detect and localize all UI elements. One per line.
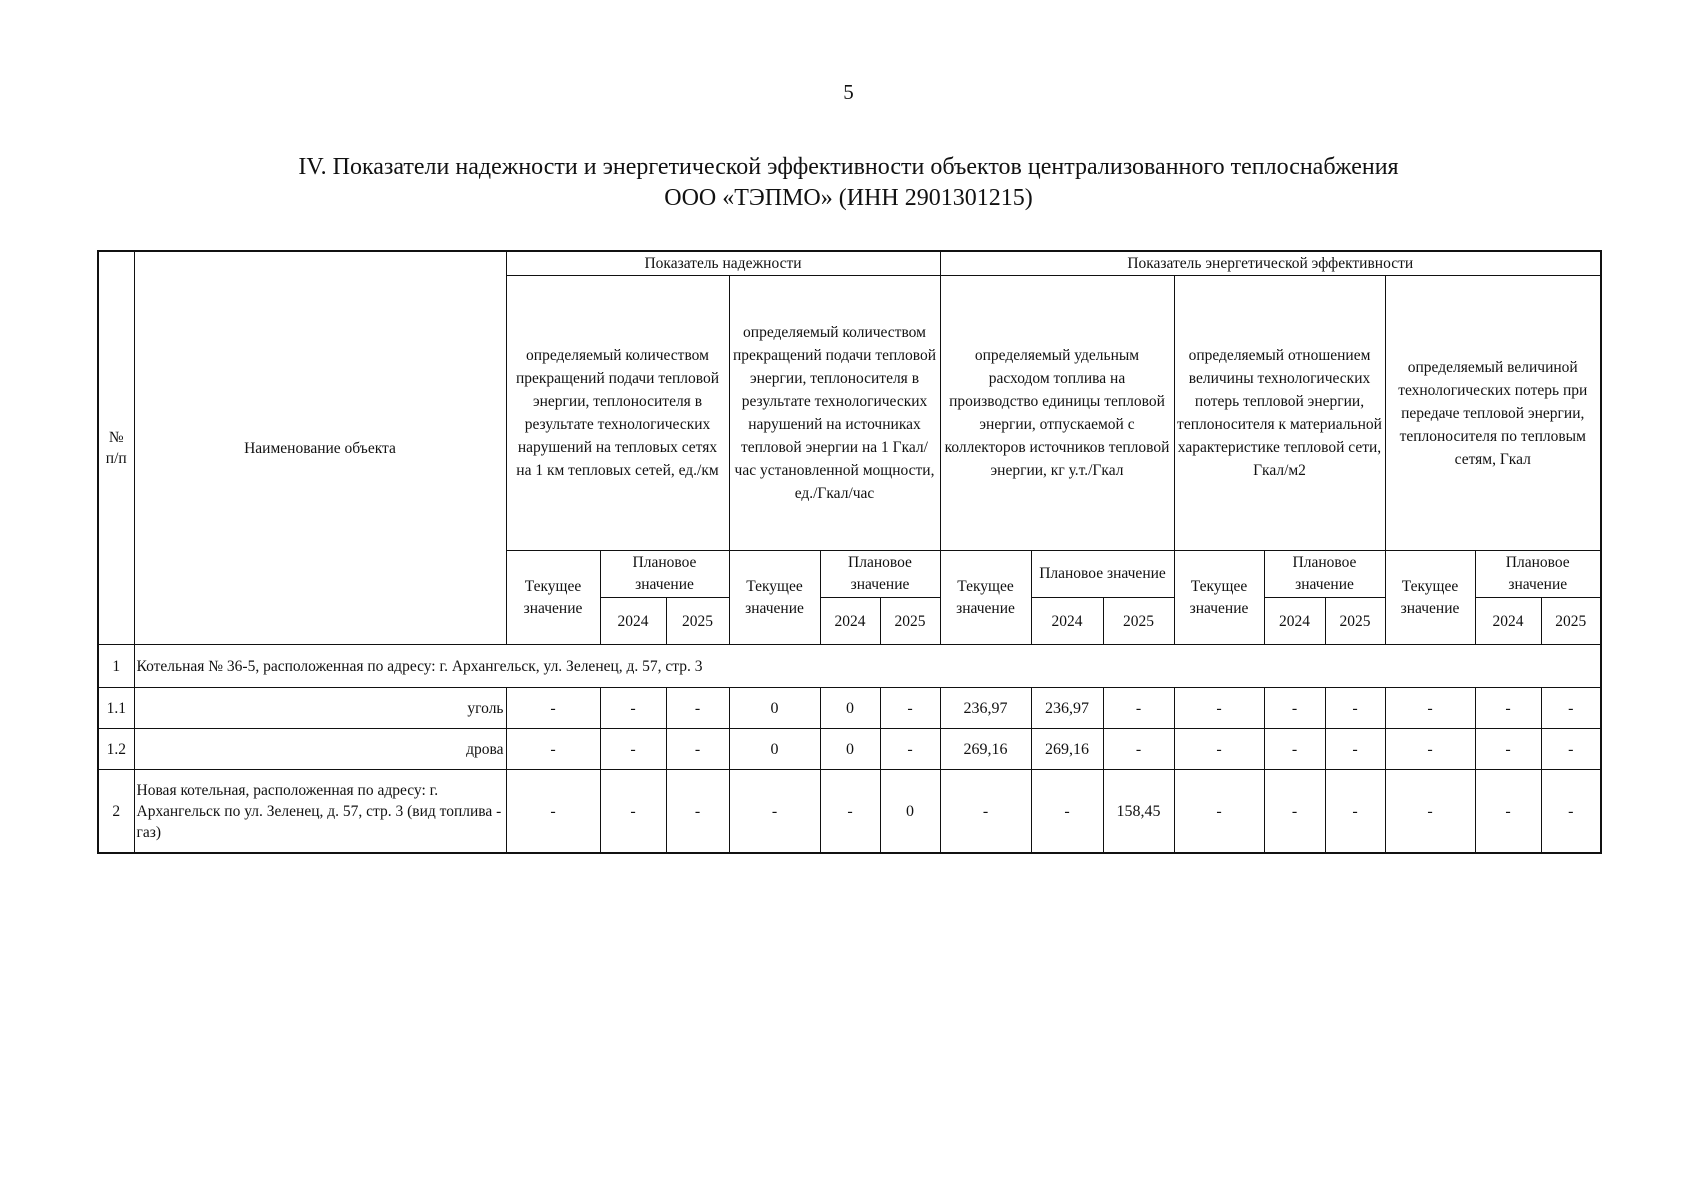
title-line-2: ООО «ТЭПМО» (ИНН 2901301215) xyxy=(664,185,1033,211)
table-cell: - xyxy=(1475,729,1541,770)
indicator-header: определяемый величиной технологических потерь при передаче тепловой энергии, теплоносителя по тепловым сетям, Гкал xyxy=(1385,276,1601,551)
document-title xyxy=(0,152,1697,214)
planned-value-header: Плановое значение xyxy=(600,551,729,598)
indicator-header: определяемый количеством прекращений подачи тепловой энергии, теплоносителя в результате технологических нарушений на тепловых сетях на 1 км тепловых сетей, ед./км xyxy=(506,276,729,551)
table-cell: - xyxy=(1325,770,1385,854)
table-cell: - xyxy=(1031,770,1103,854)
table-cell: - xyxy=(666,770,729,854)
table-cell: - xyxy=(1103,729,1174,770)
table-cell: 269,16 xyxy=(1031,729,1103,770)
table-cell: - xyxy=(506,688,600,729)
table-cell: - xyxy=(1475,688,1541,729)
current-value-header: Текущее значение xyxy=(940,551,1031,645)
table-cell: - xyxy=(729,770,820,854)
year-header: 2024 xyxy=(1031,598,1103,645)
table-row xyxy=(98,645,1601,688)
table-cell: - xyxy=(600,729,666,770)
year-header: 2024 xyxy=(1475,598,1541,645)
group-header-reliability: Показатель надежности xyxy=(506,251,940,276)
year-header: 2025 xyxy=(1325,598,1385,645)
row-number: 1.2 xyxy=(98,729,134,770)
table-row xyxy=(98,688,1601,729)
table-cell: - xyxy=(1541,688,1601,729)
year-header: 2025 xyxy=(1541,598,1601,645)
year-header: 2024 xyxy=(1264,598,1325,645)
row-object-name: Котельная № 36-5, расположенная по адресу: г. Архангельск, ул. Зеленец, д. 57, стр. 3 xyxy=(134,645,1601,688)
table-cell: 0 xyxy=(820,688,880,729)
table-cell: 158,45 xyxy=(1103,770,1174,854)
indicators-table xyxy=(97,250,1602,854)
table-cell: 236,97 xyxy=(1031,688,1103,729)
table-cell: - xyxy=(666,688,729,729)
planned-value-header: Плановое значение xyxy=(1475,551,1601,598)
table-cell: - xyxy=(1174,770,1264,854)
row-object-name: уголь xyxy=(134,688,506,729)
page-number: 5 xyxy=(843,80,854,104)
planned-value-header: Плановое значение xyxy=(1031,551,1174,598)
table-cell: - xyxy=(600,770,666,854)
table-cell: - xyxy=(880,688,940,729)
table-cell: - xyxy=(1103,688,1174,729)
table-cell: 269,16 xyxy=(940,729,1031,770)
group-header-energy-efficiency: Показатель энергетической эффективности xyxy=(940,251,1601,276)
year-header: 2025 xyxy=(666,598,729,645)
table-cell: 236,97 xyxy=(940,688,1031,729)
table-cell: 0 xyxy=(729,688,820,729)
table-cell: - xyxy=(1264,688,1325,729)
table-cell: - xyxy=(1325,729,1385,770)
planned-value-header: Плановое значение xyxy=(1264,551,1385,598)
current-value-header: Текущее значение xyxy=(1174,551,1264,645)
title-line-1: IV. Показатели надежности и энергетической эффективности объектов централизованного теплоснабжения xyxy=(298,154,1399,180)
table-cell: - xyxy=(600,688,666,729)
row-number: 2 xyxy=(98,770,134,854)
table-cell: 0 xyxy=(880,770,940,854)
table-cell: - xyxy=(1174,729,1264,770)
table-cell: - xyxy=(1385,770,1475,854)
row-number: 1 xyxy=(98,645,134,688)
table-cell: - xyxy=(1174,688,1264,729)
table-cell: - xyxy=(880,729,940,770)
table-cell: - xyxy=(1385,688,1475,729)
column-header-object-name: Наименование объекта xyxy=(134,251,506,645)
table-cell: - xyxy=(1541,729,1601,770)
table-cell: - xyxy=(940,770,1031,854)
table-cell: - xyxy=(1264,770,1325,854)
current-value-header: Текущее значение xyxy=(1385,551,1475,645)
table-cell: - xyxy=(1541,770,1601,854)
table-cell: - xyxy=(1475,770,1541,854)
table-cell: 0 xyxy=(729,729,820,770)
year-header: 2024 xyxy=(820,598,880,645)
year-header: 2025 xyxy=(880,598,940,645)
planned-value-header: Плановое значение xyxy=(820,551,940,598)
table-cell: - xyxy=(1385,729,1475,770)
table-cell: - xyxy=(1325,688,1385,729)
table-cell: 0 xyxy=(820,729,880,770)
table-row xyxy=(98,729,1601,770)
row-number: 1.1 xyxy=(98,688,134,729)
year-header: 2024 xyxy=(600,598,666,645)
table-cell: - xyxy=(666,729,729,770)
year-header: 2025 xyxy=(1103,598,1174,645)
table-row xyxy=(98,770,1601,854)
column-header-number: № п/п xyxy=(98,251,134,645)
current-value-header: Текущее значение xyxy=(506,551,600,645)
row-object-name: дрова xyxy=(134,729,506,770)
current-value-header: Текущее значение xyxy=(729,551,820,645)
indicator-header: определяемый количеством прекращений подачи тепловой энергии, теплоносителя в результате технологических нарушений на источниках тепловой энергии на 1 Гкал/час установленной мощности, ед./Гкал/час xyxy=(729,276,940,551)
indicator-header: определяемый отношением величины технологических потерь тепловой энергии, теплоносителя к материальной характеристике тепловой сети, Гкал/м2 xyxy=(1174,276,1385,551)
table-cell: - xyxy=(820,770,880,854)
table-cell: - xyxy=(506,729,600,770)
row-object-name: Новая котельная, расположенная по адресу: г. Архангельск по ул. Зеленец, д. 57, стр. 3 (вид топлива - газ) xyxy=(134,770,506,854)
table-cell: - xyxy=(1264,729,1325,770)
table-cell: - xyxy=(506,770,600,854)
indicator-header: определяемый удельным расходом топлива на производство единицы тепловой энергии, отпускаемой с коллекторов источников тепловой энергии, кг у.т./Гкал xyxy=(940,276,1174,551)
